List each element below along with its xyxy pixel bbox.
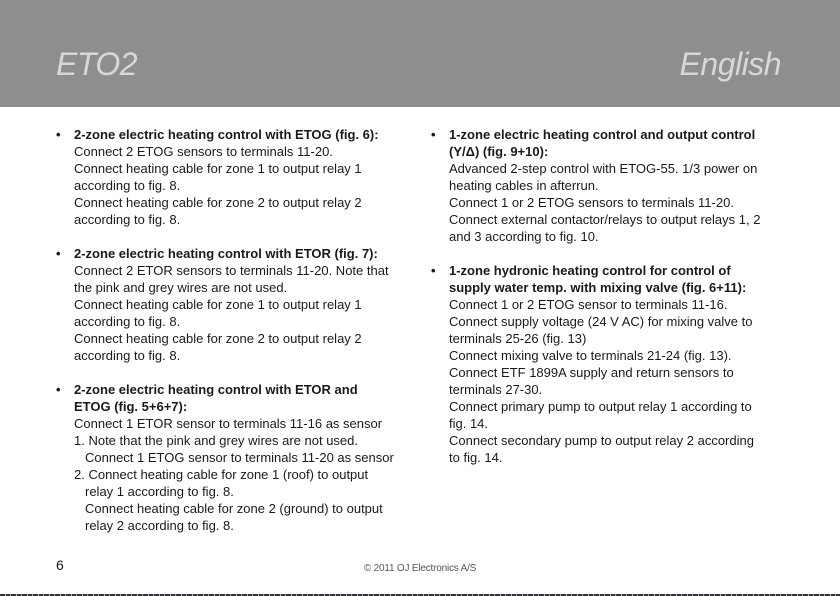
body-line: Connect heating cable for zone 2 to output relay 2 — [74, 331, 362, 346]
body-line: Connect 2 ETOG sensors to terminals 11-20. — [74, 144, 333, 159]
body-line: fig. 14. — [449, 416, 489, 431]
body-line: terminals 27-30. — [449, 382, 543, 397]
section-title: 2-zone electric heating control with ETOR and — [74, 382, 358, 397]
body-line: Connect heating cable for zone 2 to output relay 2 — [74, 195, 362, 210]
body-line: according to fig. 8. — [74, 212, 181, 227]
left-column — [56, 126, 406, 551]
bullet: • — [431, 263, 436, 278]
section-title: (Y/Δ) (fig. 9+10): — [449, 144, 549, 159]
body-line: Connect 1 or 2 ETOG sensor to terminals 11-16. — [449, 297, 728, 312]
body-line: and 3 according to fig. 10. — [449, 229, 599, 244]
product-title: ETO2 — [56, 46, 137, 82]
body-line: heating cables in afterrun. — [449, 178, 599, 193]
section-title: ETOG (fig. 5+6+7): — [74, 399, 188, 414]
body-line: Connect 1 ETOG sensor to terminals 11-20 as sensor — [85, 450, 394, 465]
body-line: according to fig. 8. — [74, 314, 181, 329]
section-title: 2-zone electric heating control with ETOG (fig. 6): — [74, 127, 379, 142]
body-line: Connect mixing valve to terminals 21-24 (fig. 13). — [449, 348, 732, 363]
right-column — [431, 126, 781, 483]
body-line: according to fig. 8. — [74, 178, 181, 193]
body-line: relay 1 according to fig. 8. — [85, 484, 234, 499]
body-line: Connect supply voltage (24 V AC) for mixing valve to — [449, 314, 753, 329]
body-line: terminals 25-26 (fig. 13) — [449, 331, 587, 346]
body-line: Connect ETF 1899A supply and return sensors to — [449, 365, 734, 380]
body-line: Connect 2 ETOR sensors to terminals 11-20. Note that — [74, 263, 389, 278]
section-1zone-hydronic — [431, 262, 781, 466]
body-line: Connect primary pump to output relay 1 according to — [449, 399, 752, 414]
body-line: to fig. 14. — [449, 450, 503, 465]
section-2zone-etor-etog — [56, 381, 406, 534]
body-line: Connect heating cable for zone 1 to output relay 1 — [74, 297, 362, 312]
body-line: Connect secondary pump to output relay 2 according — [449, 433, 754, 448]
bullet: • — [56, 382, 61, 397]
body-line: Connect 1 ETOR sensor to terminals 11-16 as sensor — [74, 416, 383, 431]
body-line: Advanced 2-step control with ETOG-55. 1/3 power on — [449, 161, 758, 176]
body-line: 1. Note that the pink and grey wires are not used. — [74, 433, 359, 448]
body-line: 2. Connect heating cable for zone 1 (roof) to output — [74, 467, 369, 482]
body-line: Connect heating cable for zone 2 (ground) to output — [85, 501, 383, 516]
section-title: 1-zone electric heating control and output control — [449, 127, 756, 142]
copyright-notice: © 2011 OJ Electronics A/S — [363, 563, 477, 574]
body-line: Connect external contactor/relays to output relays 1, 2 — [449, 212, 761, 227]
header-band — [0, 0, 840, 107]
section-title: supply water temp. with mixing valve (fig. 6+11): — [449, 280, 747, 295]
body-line: relay 2 according to fig. 8. — [85, 518, 234, 533]
section-2zone-etog — [56, 126, 406, 228]
page-number: 6 — [56, 557, 64, 573]
body-line: Connect heating cable for zone 1 to output relay 1 — [74, 161, 362, 176]
body-line: according to fig. 8. — [74, 348, 181, 363]
body-line: Connect 1 or 2 ETOG sensors to terminals 11-20. — [449, 195, 734, 210]
section-title: 2-zone electric heating control with ETOR (fig. 7): — [74, 246, 378, 261]
section-1zone-electric-output — [431, 126, 781, 245]
bullet: • — [56, 246, 61, 261]
language-title: English — [679, 46, 781, 82]
bullet: • — [56, 127, 61, 142]
section-2zone-etor — [56, 245, 406, 364]
bullet: • — [431, 127, 436, 142]
body-line: the pink and grey wires are not used. — [74, 280, 288, 295]
section-title: 1-zone hydronic heating control for control of — [449, 263, 731, 278]
